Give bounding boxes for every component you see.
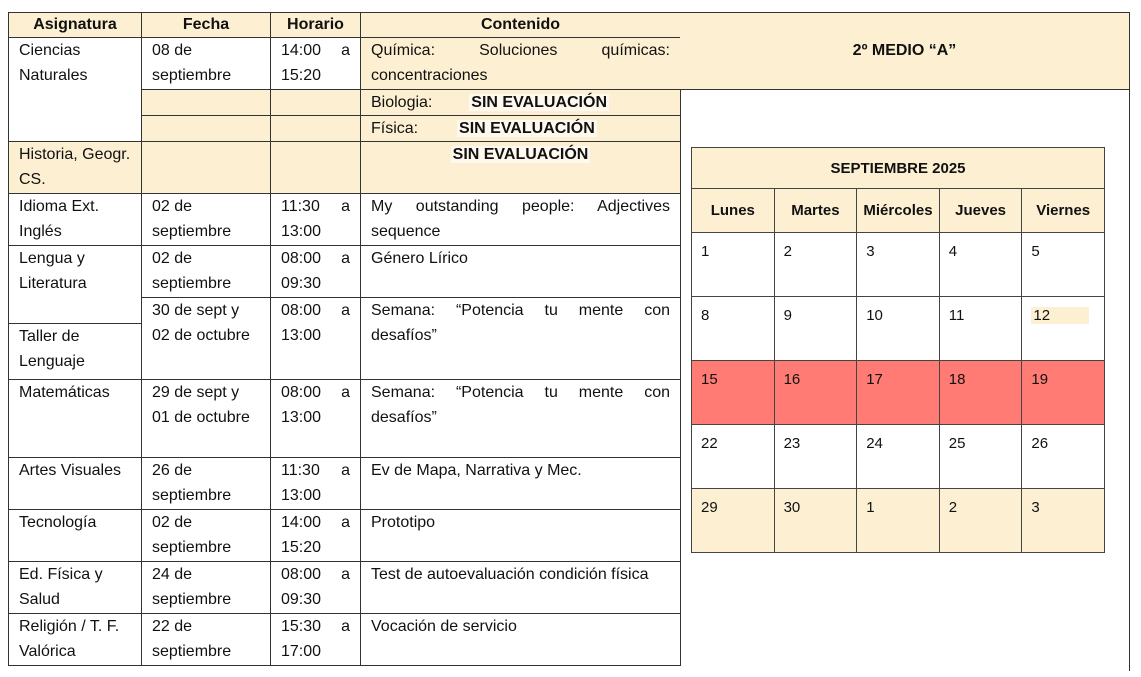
calendar-day: 5 [1022, 233, 1105, 297]
evaluation-schedule-table [8, 12, 681, 666]
calendar-day: 15 [692, 361, 775, 425]
fisica-label: Física: [371, 120, 419, 137]
date-cell: 22 de septiembre [142, 614, 271, 666]
time-cell: 08:00 a 09:30 [271, 562, 361, 614]
calendar-week [692, 489, 1105, 553]
time-cell: 08:00 a 13:00 [271, 380, 361, 458]
content-cell: My outstanding people: Adjectives sequence [361, 194, 681, 246]
weekday-header: Lunes [692, 189, 775, 233]
calendar-day: 3 [857, 233, 940, 297]
calendar-day: 2 [774, 233, 857, 297]
calendar-day: 16 [774, 361, 857, 425]
biologia-label: Biologia: [371, 94, 433, 111]
content-cell: Test de autoevaluación condición física [361, 562, 681, 614]
calendar-day [1022, 297, 1105, 361]
weekday-header: Martes [774, 189, 857, 233]
calendar-week [692, 297, 1105, 361]
calendar-day: 10 [857, 297, 940, 361]
subject-cell: Ciencias Naturales [9, 38, 142, 142]
calendar-week [692, 233, 1105, 297]
time-cell: 11:30 a 13:00 [271, 458, 361, 510]
table-row [9, 38, 681, 90]
calendar-week [692, 361, 1105, 425]
table-row [9, 510, 681, 562]
subject-cell: Historia, Geogr. CS. [9, 142, 142, 194]
content-cell: Semana: “Potencia tu mente con desafíos” [361, 380, 681, 458]
calendar-day: 30 [774, 489, 857, 553]
calendar-day: 26 [1022, 425, 1105, 489]
calendar-day: 11 [939, 297, 1022, 361]
weekday-header: Miércoles [857, 189, 940, 233]
status-label: SIN EVALUACIÓN [471, 94, 607, 111]
content-cell: Género Lírico [361, 246, 681, 298]
content-cell [361, 142, 681, 194]
content-cell: Ev de Mapa, Narrativa y Mec. [361, 458, 681, 510]
header-fecha: Fecha [142, 13, 271, 38]
calendar-day: 25 [939, 425, 1022, 489]
time-cell: 08:00 a 13:00 [271, 298, 361, 380]
date-cell: 08 de septiembre [142, 38, 271, 90]
calendar-day: 22 [692, 425, 775, 489]
table-row [9, 562, 681, 614]
weekday-header-row [692, 189, 1105, 233]
calendar-day: 4 [939, 233, 1022, 297]
calendar-grid [691, 189, 1105, 553]
subject-cell: Religión / T. F. Valórica [9, 614, 142, 666]
subject-cell: Ed. Física y Salud [9, 562, 142, 614]
calendar-day: 23 [774, 425, 857, 489]
status-label: SIN EVALUACIÓN [459, 120, 595, 137]
header-contenido: Contenido [361, 13, 681, 38]
time-cell: 08:00 a 09:30 [271, 246, 361, 298]
time-cell: 14:00 a 15:20 [271, 510, 361, 562]
date-cell: 24 de septiembre [142, 562, 271, 614]
table-row [9, 194, 681, 246]
right-border-line [1129, 90, 1130, 671]
date-cell: 30 de sept y 02 de octubre [142, 298, 271, 380]
content-cell: Vocación de servicio [361, 614, 681, 666]
calendar-week [692, 425, 1105, 489]
subject-cell: Tecnología [9, 510, 142, 562]
schedule-header-row [9, 13, 681, 38]
calendar-day: 2 [939, 489, 1022, 553]
time-cell: 14:00 a 15:20 [271, 38, 361, 90]
calendar-month-title: SEPTIEMBRE 2025 [691, 147, 1105, 189]
date-cell: 26 de septiembre [142, 458, 271, 510]
content-cell [361, 90, 681, 116]
header-horario: Horario [271, 13, 361, 38]
calendar-day: 3 [1022, 489, 1105, 553]
subject-cell: Artes Visuales [9, 458, 142, 510]
content-cell: Semana: “Potencia tu mente con desafíos” [361, 298, 681, 380]
calendar-day: 24 [857, 425, 940, 489]
calendar-day: 8 [692, 297, 775, 361]
subject-cell: Idioma Ext. Inglés [9, 194, 142, 246]
content-cell: Química: Soluciones químicas: concentraciones [361, 38, 681, 90]
content-cell: Prototipo [361, 510, 681, 562]
calendar-day: 17 [857, 361, 940, 425]
course-title-text: 2º MEDIO “A” [852, 42, 957, 59]
highlighted-day: 12 [1031, 307, 1089, 324]
content-cell [361, 116, 681, 142]
course-title [680, 12, 1130, 90]
calendar-day: 18 [939, 361, 1022, 425]
calendar-day: 19 [1022, 361, 1105, 425]
month-calendar [691, 147, 1105, 553]
calendar-day: 29 [692, 489, 775, 553]
status-label: SIN EVALUACIÓN [452, 146, 589, 163]
subject-cell: Lengua y Literatura [9, 246, 142, 324]
table-row [9, 458, 681, 510]
date-cell: 02 de septiembre [142, 246, 271, 298]
calendar-day: 1 [857, 489, 940, 553]
table-row [9, 380, 681, 458]
calendar-day: 1 [692, 233, 775, 297]
table-row [9, 614, 681, 666]
weekday-header: Jueves [939, 189, 1022, 233]
table-row [9, 142, 681, 194]
time-cell: 11:30 a 13:00 [271, 194, 361, 246]
subject-cell: Taller de Lenguaje [9, 324, 142, 380]
time-cell: 15:30 a 17:00 [271, 614, 361, 666]
date-cell: 02 de septiembre [142, 510, 271, 562]
subject-cell: Matemáticas [9, 380, 142, 458]
calendar-day: 9 [774, 297, 857, 361]
date-cell: 02 de septiembre [142, 194, 271, 246]
weekday-header: Viernes [1022, 189, 1105, 233]
table-row [9, 246, 681, 298]
header-asignatura: Asignatura [9, 13, 142, 38]
date-cell: 29 de sept y 01 de octubre [142, 380, 271, 458]
